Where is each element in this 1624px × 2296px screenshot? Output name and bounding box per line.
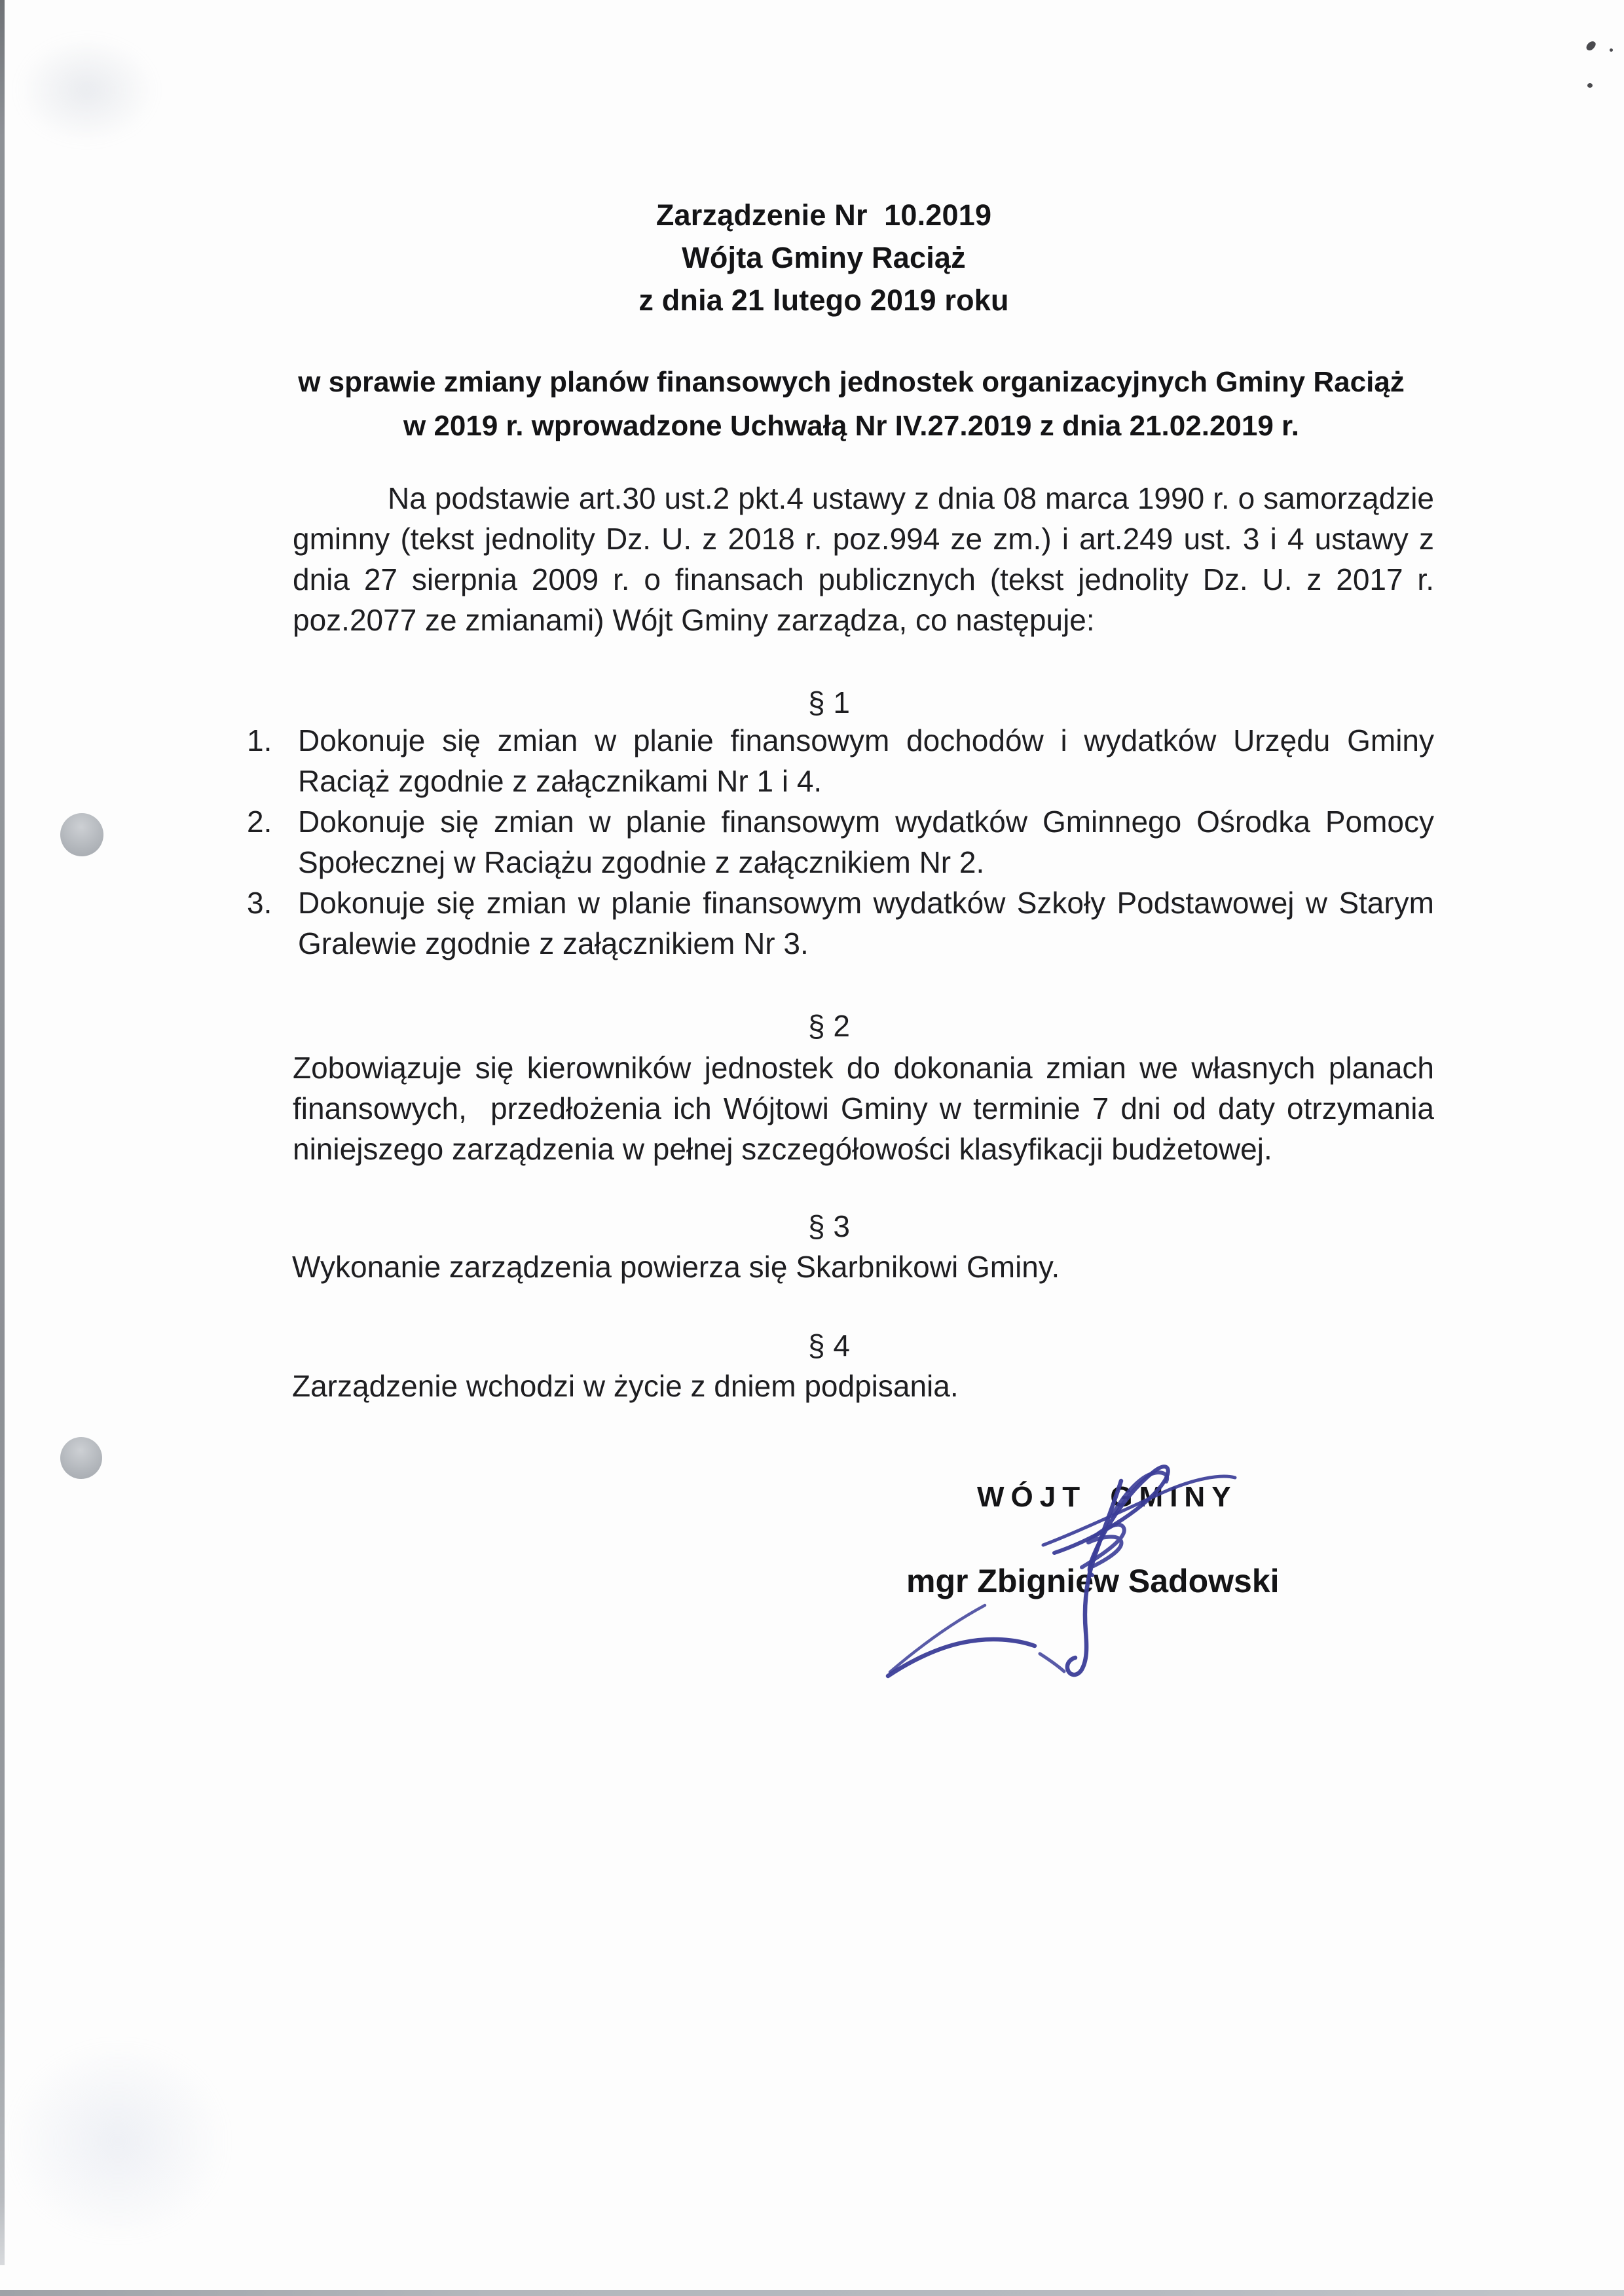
list-item-line: Dokonuje się zmian w planie finansowym wydatków Szkoły Podstawowej w Starym <box>298 886 1434 920</box>
preamble-line: Na podstawie art.30 ust.2 pkt.4 ustawy z dnia 08 marca 1990 r. o samorządzie <box>388 481 1434 515</box>
bleed-through-ghost-top <box>16 36 157 144</box>
preamble-line: gminny (tekst jednolity Dz. U. z 2018 r. poz.994 ze zm.) i art.249 ust. 3 i 4 ustawy z <box>293 522 1434 556</box>
section-3-paragraph: Wykonanie zarządzenia powierza się Skarbnikowi Gminy. <box>292 1250 1060 1284</box>
list-item-line: Dokonuje się zmian w planie finansowym wydatków Gminnego Ośrodka Pomocy <box>298 805 1434 839</box>
section-2-paragraph <box>293 1048 1434 1169</box>
section-4-heading: § 4 <box>808 1328 850 1362</box>
document-subject <box>79 360 1624 448</box>
list-item <box>247 883 1434 964</box>
list-item-line: Gralewie zgodnie z załącznikiem Nr 3. <box>298 926 809 960</box>
scan-edge-bottom <box>0 2290 1624 2296</box>
signature-name-label: mgr Zbigniew Sadowski <box>906 1563 1280 1599</box>
scan-speck <box>1610 48 1613 52</box>
section-4-paragraph: Zarządzenie wchodzi w życie z dniem podpisania. <box>292 1369 959 1403</box>
list-item-line: Społecznej w Raciążu zgodnie z załącznikiem Nr 2. <box>298 845 985 879</box>
section-2-heading: § 2 <box>808 1009 850 1043</box>
list-item-text <box>298 801 1434 883</box>
list-item-text <box>298 883 1434 964</box>
paragraph-line: Zobowiązuje się kierowników jednostek do dokonania zmian we własnych planach <box>293 1051 1434 1085</box>
signature-role-label: WÓJT GMINY <box>977 1481 1238 1513</box>
subject-line: w 2019 r. wprowadzone Uchwałą Nr IV.27.2019 z dnia 21.02.2019 r. <box>403 410 1299 442</box>
section-1-heading: § 1 <box>808 685 850 720</box>
list-item-number: 2. <box>247 805 272 839</box>
legal-preamble <box>293 478 1434 640</box>
list-item-number: 3. <box>247 886 272 920</box>
title-line-issuer: Wójta Gminy Raciąż <box>682 241 966 274</box>
punch-hole-top <box>60 813 103 856</box>
bleed-through-ghost-bottom <box>10 2043 226 2239</box>
list-item-text <box>298 720 1434 801</box>
scan-speck <box>1587 83 1593 88</box>
document-title <box>24 194 1624 321</box>
list-item <box>247 720 1434 801</box>
preamble-line: dnia 27 sierpnia 2009 r. o finansach publicznych (tekst jednolity Dz. U. z 2017 r. <box>293 562 1434 596</box>
list-item <box>247 801 1434 883</box>
preamble-line: poz.2077 ze zmianami) Wójt Gminy zarządza, co następuje: <box>293 603 1095 637</box>
list-item-line: Raciąż zgodnie z załącznikami Nr 1 i 4. <box>298 764 822 798</box>
list-item-line: Dokonuje się zmian w planie finansowym dochodów i wydatków Urzędu Gminy <box>298 723 1434 757</box>
title-line-number: Zarządzenie Nr 10.2019 <box>655 198 992 232</box>
paragraph-line: niniejszego zarządzenia w pełnej szczegółowości klasyfikacji budżetowej. <box>293 1132 1272 1166</box>
section-1-list <box>247 720 1434 964</box>
title-line-date: z dnia 21 lutego 2019 roku <box>638 283 1009 317</box>
subject-line: w sprawie zmiany planów finansowych jednostek organizacyjnych Gminy Raciąż <box>298 366 1405 398</box>
punch-hole-bottom <box>60 1437 102 1479</box>
section-3-heading: § 3 <box>808 1209 850 1243</box>
scan-edge-left <box>0 0 5 2265</box>
list-item-number: 1. <box>247 723 272 757</box>
scan-speck <box>1585 39 1597 52</box>
paragraph-line: finansowych, przedłożenia ich Wójtowi Gminy w terminie 7 dni od daty otrzymania <box>293 1091 1434 1125</box>
